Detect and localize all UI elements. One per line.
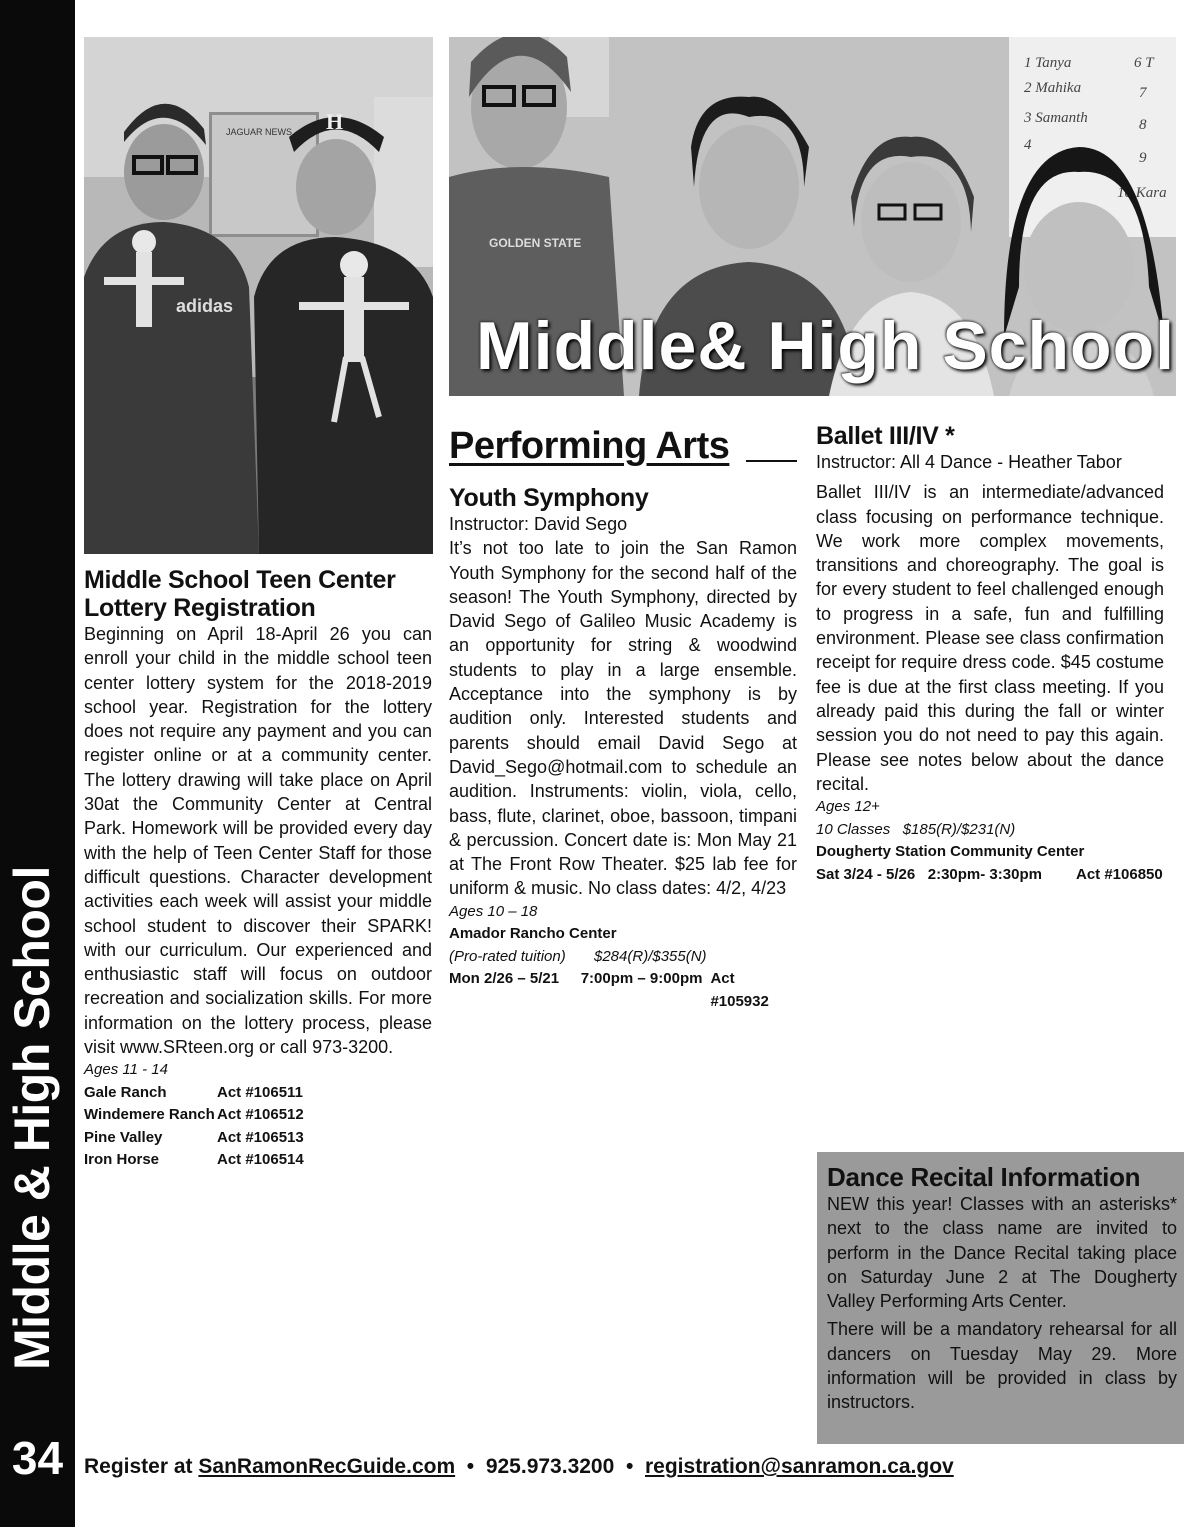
youth-symphony-title: Youth Symphony [449, 484, 649, 512]
photo-teen-boys [84, 37, 433, 554]
ballet-classes-price: 10 Classes $185(R)/$231(N) [816, 820, 1016, 838]
activity-number: Act #106512 [217, 1106, 304, 1124]
teen-center-meta [84, 1059, 432, 1172]
shirt-text: GOLDEN STATE [489, 236, 582, 250]
activity-number: Act #106850 [1076, 865, 1163, 883]
location-row [84, 1082, 432, 1105]
board-item: 1 Tanya [1024, 55, 1072, 71]
ballet-meta [816, 796, 1164, 886]
schedule-time: 7:00pm – 9:00pm [580, 970, 703, 988]
banner-title: Middle& High School [476, 308, 1175, 384]
teen-center-ages: Ages 11 - 14 [84, 1061, 168, 1079]
board-item: 2 Mahika [1024, 80, 1082, 96]
youth-symphony-instructor: Instructor: David Sego [449, 514, 628, 534]
board-item: 4 [1024, 137, 1032, 153]
schedule-days: Mon 2/26 – 5/21 [449, 970, 560, 988]
activity-number: Act #106513 [217, 1128, 304, 1146]
dance-recital-paragraph-1: NEW this year! Classes with an asterisks* next to the class name are invited to perform in the Dance Recital taking place on Saturday June 2 at The Dougherty Valley Performing Arts Center. [827, 1194, 1177, 1312]
ballet-schedule: Sat 3/24 - 5/26 2:30pm- 3:30pm [816, 865, 1042, 883]
separator: • [625, 1455, 634, 1478]
location-name: Windemere Ranch [84, 1106, 215, 1124]
youth-symphony-schedule [449, 968, 797, 1013]
whiteboard-text: JAGUAR NEWS [226, 127, 293, 137]
location-name: Gale Ranch [84, 1083, 167, 1101]
activity-number: Act #106511 [217, 1083, 303, 1101]
performing-arts-section [449, 422, 797, 1013]
youth-symphony-meta [449, 901, 797, 1014]
location-name: Iron Horse [84, 1151, 160, 1169]
performing-arts-title: Performing Arts [449, 425, 730, 467]
teen-center-section [84, 566, 432, 1172]
board-item: 7 [1139, 85, 1147, 101]
email-link[interactable]: registration@sanramon.ca.gov [645, 1455, 954, 1478]
activity-number: Act #105932 [710, 970, 769, 1010]
location-name: Pine Valley [84, 1128, 163, 1146]
phone-number: 925.973.3200 [485, 1455, 615, 1478]
board-item: 3 Samanth [1024, 110, 1088, 126]
ballet-body: Ballet III/IV is an intermediate/advanced class focusing on performance technique. We work more complex movements, transitions and choreography. The goal is for every student to feel challenged enough to progress in a safe, fun and fulfilling environment. Please see class confirmation receipt for require dress code. $45 costume fee is due at the first class meeting. If you already paid this during the fall or winter session you do not need to pay this again. Please see notes below about the dance recital. [816, 482, 1164, 794]
location-row [84, 1104, 432, 1127]
location-row [84, 1149, 432, 1172]
website-link[interactable]: SanRamonRecGuide.com [198, 1455, 456, 1478]
youth-symphony-ages: Ages 10 – 18 [449, 902, 538, 920]
photo-teen-boys-graphic [84, 37, 433, 554]
separator: • [466, 1455, 475, 1478]
ballet-ages: Ages 12+ [816, 798, 880, 816]
activity-number: Act #106514 [217, 1151, 304, 1169]
board-item: 10 Kara [1117, 185, 1167, 201]
section-label-text: Middle & High School [4, 866, 60, 1370]
board-item: 8 [1139, 117, 1147, 133]
youth-symphony-pricing [449, 946, 797, 969]
cap-text: H [326, 109, 344, 134]
ballet-schedule-row [816, 864, 1164, 887]
board-item: 6 T [1134, 55, 1154, 71]
ballet-instructor: Instructor: All 4 Dance - Heather Tabor [816, 452, 1122, 472]
dance-recital-box [817, 1152, 1184, 1444]
dance-recital-paragraph-2: There will be a mandatory rehearsal for all dancers on Tuesday May 29. More information will be provided in class by instructors. [827, 1319, 1177, 1413]
shirt-text: adidas [176, 296, 234, 316]
location-row [84, 1127, 432, 1150]
youth-symphony-body: It’s not too late to join the San Ramon Youth Symphony for the second half of the season! The Youth Symphony, directed by David Sego of Galileo Music Academy is an opportunity for string & woodwind students to play in a large ensemble. Acceptance into the symphony is by audition only. Interested students and parents should email David Sego at David_Sego@hotmail.com to schedule an audition. Instruments: violin, viola, cello, bass, flute, clarinet, oboe, bassoon, timpani & percussion. Concert date is: Mon May 21 at The Front Row Theater. $25 lab fee for uniform & music. No class dates: 4/2, 4/23 [449, 538, 797, 899]
ballet-title: Ballet III/IV * [816, 422, 955, 450]
ballet-section [816, 422, 1164, 886]
section-label [2, 866, 72, 1430]
footer [84, 1452, 1184, 1482]
price: $284(R)/$355(N) [594, 947, 707, 965]
page-number: 34 [11, 1432, 64, 1484]
youth-symphony-location: Amador Rancho Center [449, 925, 617, 943]
board-item: 9 [1139, 150, 1147, 166]
dance-recital-title: Dance Recital Information [827, 1162, 1141, 1192]
teen-center-body: Beginning on April 18-April 26 you can enroll your child in the middle school teen center lottery system for the 2018-2019 school year. Registration for the lottery does not require any payment and you can register online or at a community center. The lottery drawing will take place on April 30at the Community Center at Central Park. Homework will be provided every day with the help of Teen Center Staff for those difficult questions. Character development activities each week will assist your middle school student to discover their SPARK! with our curriculum. Our experienced and enthusiastic staff will focus on outdoor recreation and socialization skills. For more information on the lottery process, please visit www.SRteen.org or call 973-3200. [84, 624, 432, 1058]
pricing-note: (Pro-rated tuition) [449, 947, 566, 965]
ballet-location: Dougherty Station Community Center [816, 843, 1085, 861]
teen-center-title: Middle School Teen Center Lottery Registration [84, 566, 396, 622]
register-prefix: Register at [84, 1455, 193, 1478]
title-rule [746, 460, 797, 462]
